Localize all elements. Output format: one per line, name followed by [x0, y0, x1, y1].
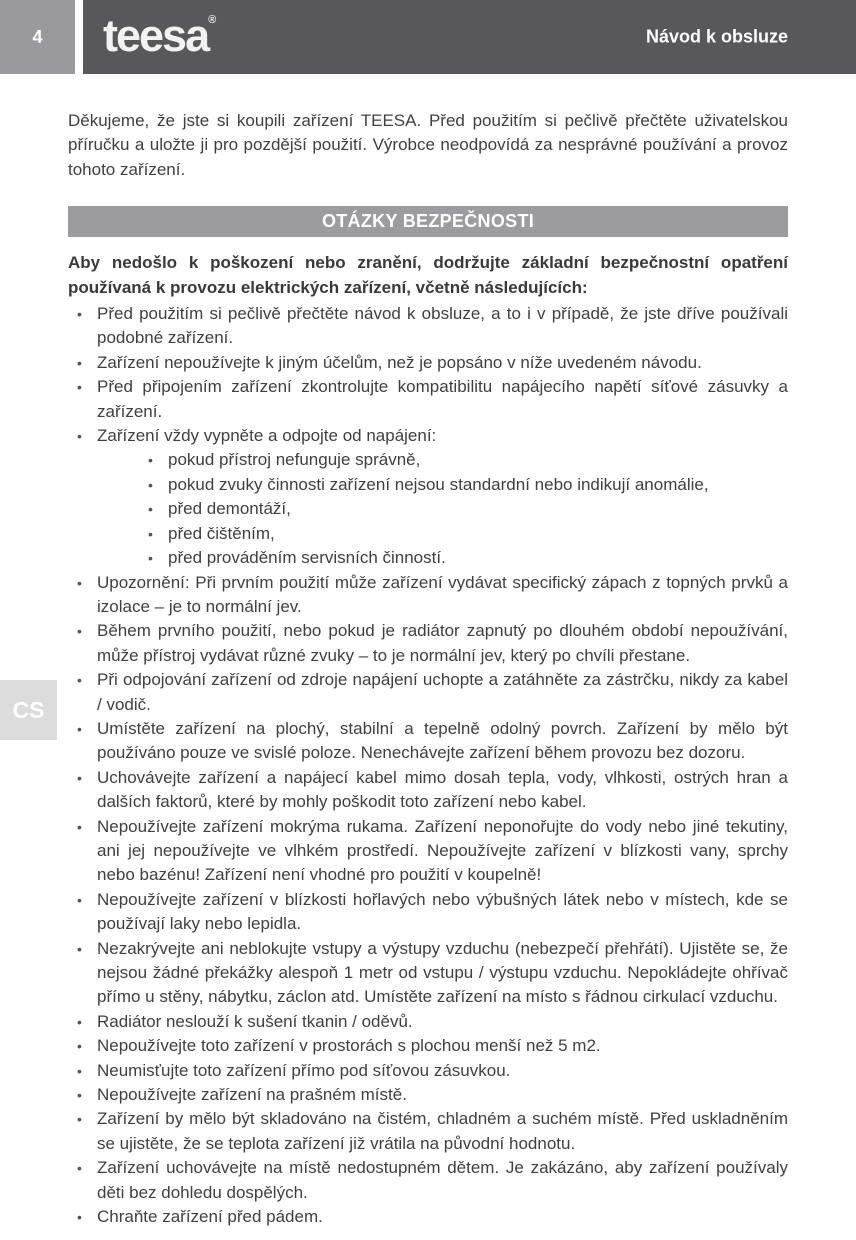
sub-list-item-text: pokud přístroj nefunguje správně, — [168, 450, 421, 470]
list-item — [68, 571, 788, 620]
list-item-text: Před použitím si pečlivě přečtěte návod k obsluze, a to i v případě, že jste dříve používali podobné zařízení. — [97, 304, 788, 348]
list-item — [68, 1205, 788, 1229]
list-item — [68, 1034, 788, 1058]
list-item — [68, 302, 788, 351]
list-item-text: Během prvního použití, nebo pokud je radiátor zapnutý po dlouhém období nepoužívání, může přístroj vydávat různé zvuky – to je normální jev, který po chvíli přestane. — [97, 621, 788, 665]
sub-list-item — [139, 473, 788, 497]
list-item-text: Radiátor neslouží k sušení tkanin / oděvů. — [97, 1011, 413, 1031]
list-item — [68, 937, 788, 1010]
list-item-text: Zařízení nepoužívejte k jiným účelům, než je popsáno v níže uvedeném návodu. — [97, 352, 702, 372]
list-item — [68, 668, 788, 717]
list-item-text: Nepoužívejte zařízení v blízkosti hořlavých nebo výbušných látek nebo v místech, kde se používají laky nebo lepidla. — [97, 889, 788, 934]
language-tab-cs — [0, 680, 57, 740]
document-title: Návod k obsluze — [645, 26, 788, 47]
list-item-text: Zařízení uchovávejte na místě nedostupném dětem. Je zakázáno, aby zařízení používaly děti bez dohledu dospělých. — [97, 1158, 788, 1202]
list-item — [68, 424, 788, 570]
list-item — [68, 1156, 788, 1205]
list-item-text: Při odpojování zařízení od zdroje napájení uchopte a zatáhněte za zástrčku, nikdy za kabel / vodič. — [97, 670, 788, 714]
list-item-text: Nepoužívejte zařízení mokrýma rukama. Zařízení neponořujte do vody nebo jiné tekutiny, ani jej nepoužívejte ve vlhkém prostředí. Nepoužívejte zařízení v blízkosti vany, sprchy nebo bazénu! Zařízení není vhodné pro použití v koupelně! — [97, 816, 788, 885]
sub-list-item — [139, 522, 788, 546]
list-item-text: Nepoužívejte toto zařízení v prostorách s plochou menší než 5 m2. — [97, 1036, 601, 1056]
sub-list-item — [139, 546, 788, 570]
list-item-text: Zařízení vždy vypněte a odpojte od napájení: — [97, 426, 437, 446]
header-band — [83, 0, 856, 74]
list-item-text: Nepoužívejte zařízení na prašném místě. — [97, 1085, 407, 1105]
list-item — [68, 351, 788, 375]
section-banner — [68, 206, 788, 237]
list-item — [68, 1083, 788, 1107]
list-item-text: Neumisťujte toto zařízení přímo pod síťovou zásuvkou. — [97, 1060, 511, 1080]
sub-list-item-text: před čištěním, — [168, 523, 275, 543]
teesa-logo — [103, 9, 217, 61]
list-item — [68, 766, 788, 815]
list-item — [68, 375, 788, 424]
list-item — [68, 1107, 788, 1156]
list-item — [68, 1010, 788, 1034]
sub-list-item-text: před demontáží, — [168, 499, 291, 519]
sub-list-item-text: před prováděním servisních činností. — [168, 548, 446, 568]
section-title: OTÁZKY BEZPEČNOSTI — [321, 211, 535, 232]
list-item-text: Před připojením zařízení zkontrolujte kompatibilitu napájecího napětí síťové zásuvky a zařízení. — [97, 377, 788, 421]
safety-intro-paragraph: Aby nedošlo k poškození nebo zranění, dodržujte základní bezpečnostní opatření používaná k provozu elektrických zařízení, včetně následujících: — [68, 253, 788, 297]
sub-list-item — [139, 497, 788, 521]
list-item-text: Nezakrývejte ani neblokujte vstupy a výstupy vzduchu (nebezpečí přehřátí). Ujistěte se, že nejsou žádné překážky alespoň 1 metr od vstupu / výstupu vzduchu. Nepokládejte ohřívač přímo u stěny, nábytku, záclon atd. Umístěte zařízení na místo s řádnou cirkulací vzduchu. — [97, 938, 788, 1007]
list-item — [68, 1059, 788, 1083]
language-tab-label: CS — [12, 696, 45, 723]
list-item-text: Chraňte zařízení před pádem. — [97, 1207, 323, 1227]
sub-list-item — [139, 448, 788, 472]
list-item-text: Uchovávejte zařízení a napájecí kabel mimo dosah tepla, vody, vlhkosti, ostrých hran a dalších faktorů, které by mohly poškodit toto zařízení nebo kabel. — [97, 767, 788, 812]
list-item — [68, 888, 788, 937]
list-item — [68, 619, 788, 668]
registered-trademark-icon: ® — [208, 13, 217, 26]
list-item-text: Zařízení by mělo být skladováno na čistém, chladném a suchém místě. Před uskladněním se ujistěte, že se teplota zařízení již vrátila na původní hodnotu. — [97, 1109, 788, 1153]
sub-list — [139, 448, 788, 570]
page-number-box — [0, 0, 75, 74]
content-area — [68, 74, 788, 1229]
list-item — [68, 815, 788, 888]
sub-list-item-text: pokud zvuky činnosti zařízení nejsou standardní nebo indikují anomálie, — [168, 474, 709, 494]
logo-text: teesa — [103, 9, 209, 61]
page-number: 4 — [32, 26, 43, 47]
list-item-text: Umístěte zařízení na plochý, stabilní a tepelně odolný povrch. Zařízení by mělo být používáno pouze ve svislé poloze. Nenechávejte zařízení během provozu bez dozoru. — [97, 718, 788, 763]
list-item-text: Upozornění: Při prvním použití může zařízení vydávat specifický zápach z topných prvků a izolace – je to normální jev. — [97, 572, 788, 616]
list-item — [68, 717, 788, 766]
page-header — [0, 0, 856, 74]
intro-paragraph: Děkujeme, že jste si koupili zařízení TEESA. Před použitím si pečlivě přečtěte uživatelskou příručku a uložte ji pro pozdější použití. Výrobce neodpovídá za nesprávné používání a provoz tohoto zařízení. — [68, 111, 788, 179]
safety-list — [68, 302, 788, 1229]
